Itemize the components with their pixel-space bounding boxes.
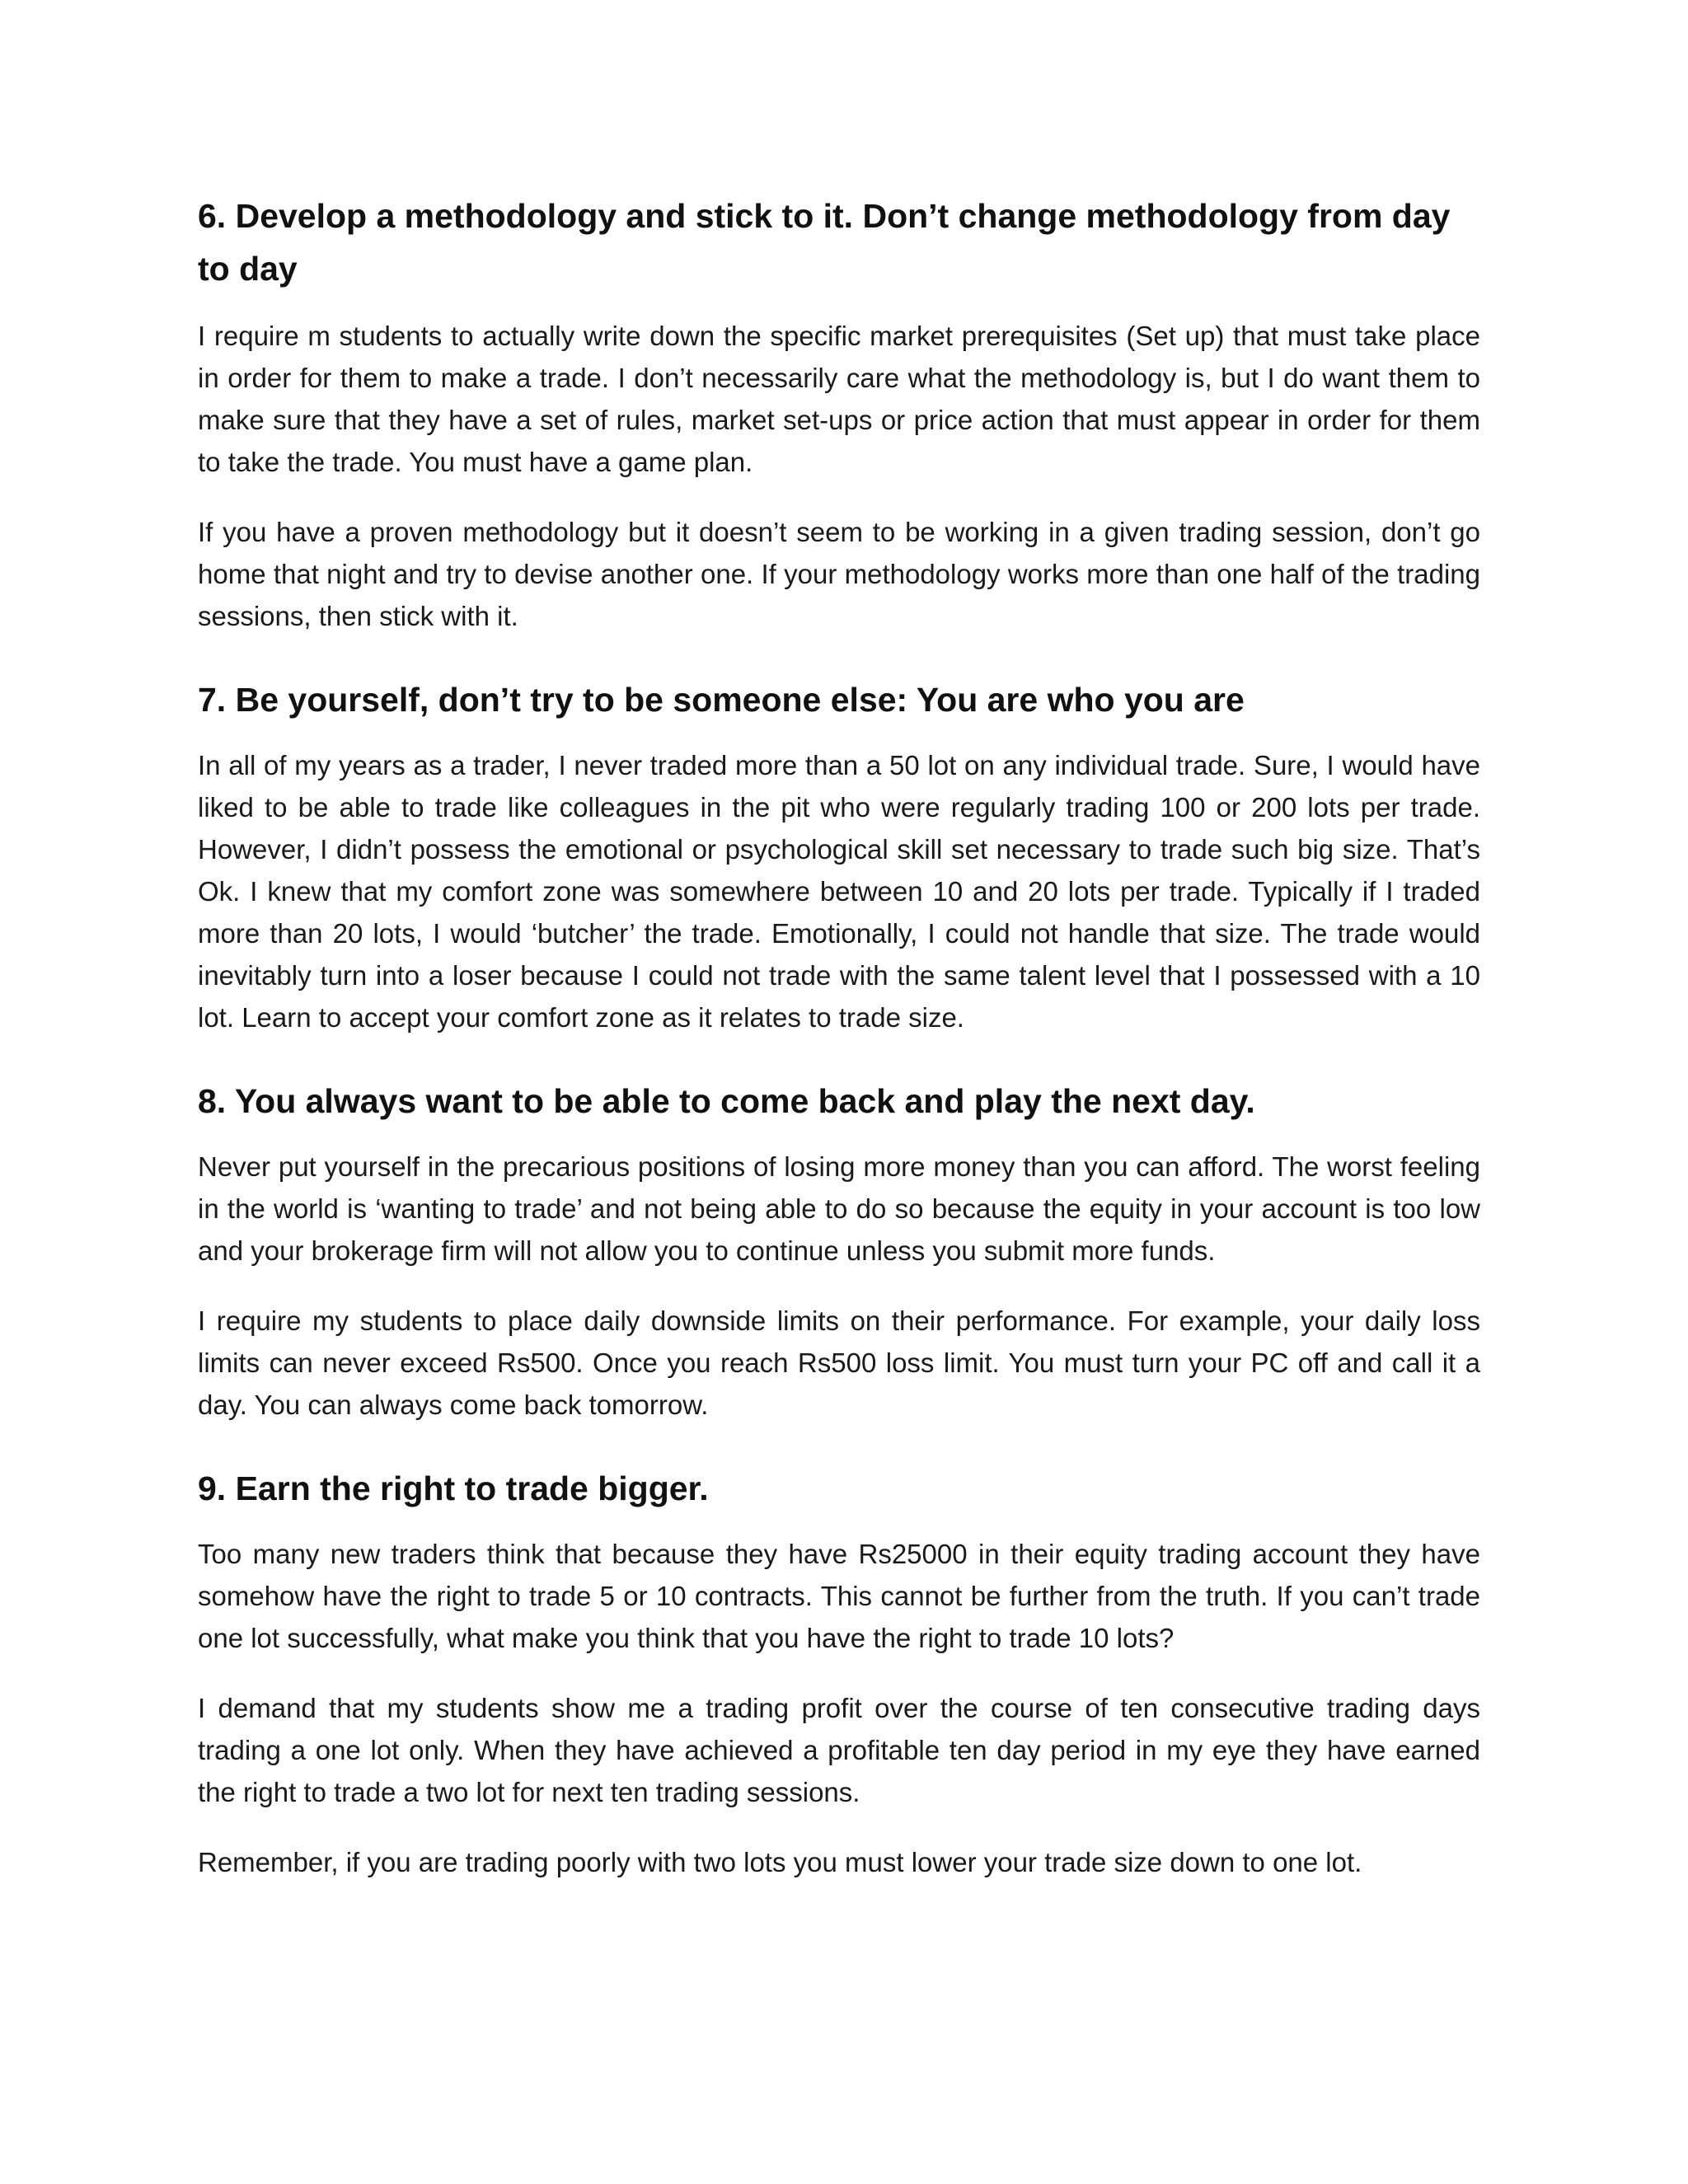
section-play-next-day bbox=[198, 1075, 1480, 1426]
paragraph: In all of my years as a trader, I never traded more than a 50 lot on any individual trade. Sure, I would have liked to be able to trade like colleagues in the pit who were regularly trading 100 or 200 lots per trade. However, I didn’t possess the emotional or psychological skill set necessary to trade such big size. That’s Ok. I knew that my comfort zone was somewhere between 10 and 20 lots per trade. Typically if I traded more than 20 lots, I would ‘butcher’ the trade. Emotionally, I could not handle that size. The trade would inevitably turn into a loser because I could not trade with the same talent level that I possessed with a 10 lot. Learn to accept your comfort zone as it relates to trade size. bbox=[198, 750, 1480, 1033]
paragraph: If you have a proven methodology but it doesn’t seem to be working in a given trading session, don’t go home that night and try to devise another one. If your methodology works more than one half of the trading sessions, then stick with it. bbox=[198, 517, 1480, 631]
section-heading: 9. Earn the right to trade bigger. bbox=[198, 1469, 709, 1507]
document-page bbox=[198, 190, 1480, 1919]
paragraph: I demand that my students show me a trading profit over the course of ten consecutive trading days trading a one lot only. When they have achieved a profitable ten day period in my eye they have earned the right to trade a two lot for next ten trading sessions. bbox=[198, 1693, 1480, 1807]
section-heading: 7. Be yourself, don’t try to be someone else: You are who you are bbox=[198, 681, 1245, 719]
paragraph: Never put yourself in the precarious positions of losing more money than you can afford. The worst feeling in the world is ‘wanting to trade’ and not being able to do so because the equity in your account is too low and your brokerage firm will not allow you to continue unless you submit more funds. bbox=[198, 1151, 1480, 1266]
paragraph: Remember, if you are trading poorly with two lots you must lower your trade size down to one lot. bbox=[198, 1847, 1362, 1877]
section-heading: 8. You always want to be able to come back and play the next day. bbox=[198, 1082, 1255, 1120]
section-trade-bigger bbox=[198, 1462, 1480, 1883]
section-be-yourself bbox=[198, 673, 1480, 1038]
paragraph: I require my students to place daily downside limits on their performance. For example, your daily loss limits can never exceed Rs500. Once you reach Rs500 loss limit. You must turn your PC off and call it a day. You can always come back tomorrow. bbox=[198, 1305, 1480, 1420]
section-methodology bbox=[198, 190, 1480, 637]
section-heading: 6. Develop a methodology and stick to it. Don’t change methodology from day to day bbox=[198, 197, 1451, 288]
paragraph: Too many new traders think that because they have Rs25000 in their equity trading account they have somehow have the right to trade 5 or 10 contracts. This cannot be further from the truth. If you can’t trade one lot successfully, what make you think that you have the right to trade 10 lots? bbox=[198, 1539, 1480, 1653]
paragraph: I require m students to actually write down the specific market prerequisites (Set up) that must take place in order for them to make a trade. I don’t necessarily care what the methodology is, but I do want them to make sure that they have a set of rules, market set-ups or price action that must appear in order for them to take the trade. You must have a game plan. bbox=[198, 321, 1480, 477]
